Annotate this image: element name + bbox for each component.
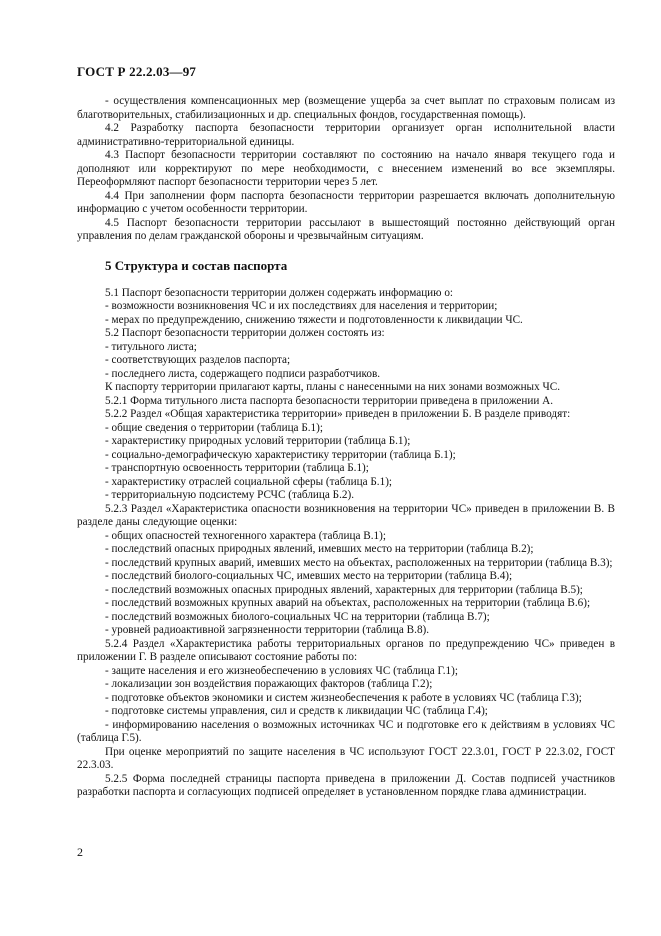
- paragraph: - информированию населения о возможных источниках ЧС и подготовке его к действиям в условиях ЧС (таблица Г.5).: [77, 718, 615, 744]
- paragraph: - общие сведения о территории (таблица Б.1);: [105, 421, 323, 434]
- page-content: [77, 95, 615, 800]
- paragraph: - подготовке объектов экономики и систем жизнеобеспечения к работе в условиях ЧС (таблица Г.3);: [105, 691, 582, 704]
- paragraph: - возможности возникновения ЧС и их последствиях для населения и территории;: [105, 300, 498, 312]
- paragraph: 5.2.2 Раздел «Общая характеристика территории» приведен в приложении Б. В разделе приводят:: [105, 408, 571, 420]
- paragraph: - характеристику отраслей социальной сферы (таблица Б.1);: [105, 475, 393, 488]
- paragraph: - мерах по предупреждению, снижению тяжести и подготовленности к ликвидации ЧС.: [105, 313, 523, 326]
- paragraph: - характеристику природных условий территории (таблица Б.1);: [105, 435, 411, 447]
- paragraph: - территориальную подсистему РСЧС (таблица Б.2).: [105, 489, 355, 501]
- paragraph: - транспортную освоенность территории (таблица Б.1);: [105, 462, 369, 474]
- paragraph: - подготовке системы управления, сил и средств к ликвидации ЧС (таблица Г.4);: [105, 705, 488, 717]
- section-title: 5 Структура и состав паспорта: [105, 257, 288, 273]
- paragraph: - последствий биолого-социальных ЧС, имевших место на территории (таблица В.4);: [105, 570, 513, 582]
- paragraphs-after-section: [77, 287, 615, 800]
- paragraph: 4.5 Паспорт безопасности территории рассылают в вышестоящий постоянно действующий орган управления по делам гражданской обороны и чрезвычайным ситуациям.: [77, 216, 615, 242]
- paragraph: 4.4 При заполнении форм паспорта безопасности территории разрешается включать дополнительную информацию с учетом особенности территории.: [77, 189, 615, 215]
- paragraph: 5.2.1 Форма титульного листа паспорта безопасности территории приведена в приложении А.: [105, 394, 554, 407]
- paragraph: - последствий крупных аварий, имевших место на объектах, расположенных на территории (таблица В.3);: [105, 556, 613, 569]
- paragraph: 5.2.5 Форма последней страницы паспорта приведена в приложении Д. Состав подписей участников разработки паспорта и согласующих подписей определяет в установленном порядке глава администрации.: [77, 772, 615, 798]
- paragraph: - последствий возможных крупных аварий на объектах, расположенных на территории (таблица В.6);: [105, 597, 591, 609]
- paragraph: - последствий возможных опасных природных явлений, характерных для территории (таблица В.5);: [105, 583, 583, 596]
- paragraphs-before-section: [77, 95, 615, 244]
- paragraph: - уровней радиоактивной загрязненности территории (таблица В.8).: [105, 624, 430, 636]
- paragraph: - последствий опасных природных явлений, имевших место на территории (таблица В.2);: [105, 543, 534, 555]
- paragraph: - социально-демографическую характеристику территории (таблица Б.1);: [105, 448, 456, 461]
- page-header: ГОСТ Р 22.2.03—97: [77, 64, 197, 79]
- paragraph: При оценке мероприятий по защите населения в ЧС используют ГОСТ 22.3.01, ГОСТ Р 22.3.02, ГОСТ 22.3.03.: [77, 745, 615, 771]
- paragraph: - защите населения и его жизнеобеспечению в условиях ЧС (таблица Г.1);: [105, 664, 458, 677]
- paragraph: 5.2.3 Раздел «Характеристика опасности возникновения на территории ЧС» приведен в приложении В. В разделе даны следующие оценки:: [77, 502, 615, 528]
- paragraph: - титульного листа;: [105, 340, 197, 353]
- paragraph: - последнего листа, содержащего подписи разработчиков.: [105, 367, 381, 380]
- paragraph: 5.2 Паспорт безопасности территории должен состоять из:: [105, 327, 385, 339]
- paragraph: - соответствующих разделов паспорта;: [105, 354, 291, 366]
- paragraph: 4.2 Разработку паспорта безопасности территории организует орган исполнительной власти административно-территориальной единицы.: [77, 122, 615, 148]
- paragraph: 4.3 Паспорт безопасности территории составляют по состоянию на начало января текущего года и дополняют или корректируют по мере необходимости, с внесением изменений во все экземпляры. Переоформляют паспорт безопасности территории через 5 лет.: [77, 149, 615, 188]
- paragraph: - локализации зон воздействия поражающих факторов (таблица Г.2);: [105, 678, 433, 690]
- page-number: 2: [77, 845, 83, 859]
- paragraph: - общих опасностей техногенного характера (таблица В.1);: [105, 529, 386, 542]
- paragraph: К паспорту территории прилагают карты, планы с нанесенными на них зонами возможных ЧС.: [105, 381, 560, 393]
- paragraph: - осуществления компенсационных мер (возмещение ущерба за счет выплат по страховым полисам из благотворительных, стабилизационных и др. специальных фондов, государственная помощь).: [77, 95, 615, 121]
- paragraph: 5.1 Паспорт безопасности территории должен содержать информацию о:: [105, 286, 454, 299]
- paragraph: - последствий возможных биолого-социальных ЧС на территории (таблица В.7);: [105, 610, 490, 623]
- paragraph: 5.2.4 Раздел «Характеристика работы территориальных органов по предупреждению ЧС» приведен в приложении Г. В разделе описывают состояние работы по:: [77, 637, 615, 663]
